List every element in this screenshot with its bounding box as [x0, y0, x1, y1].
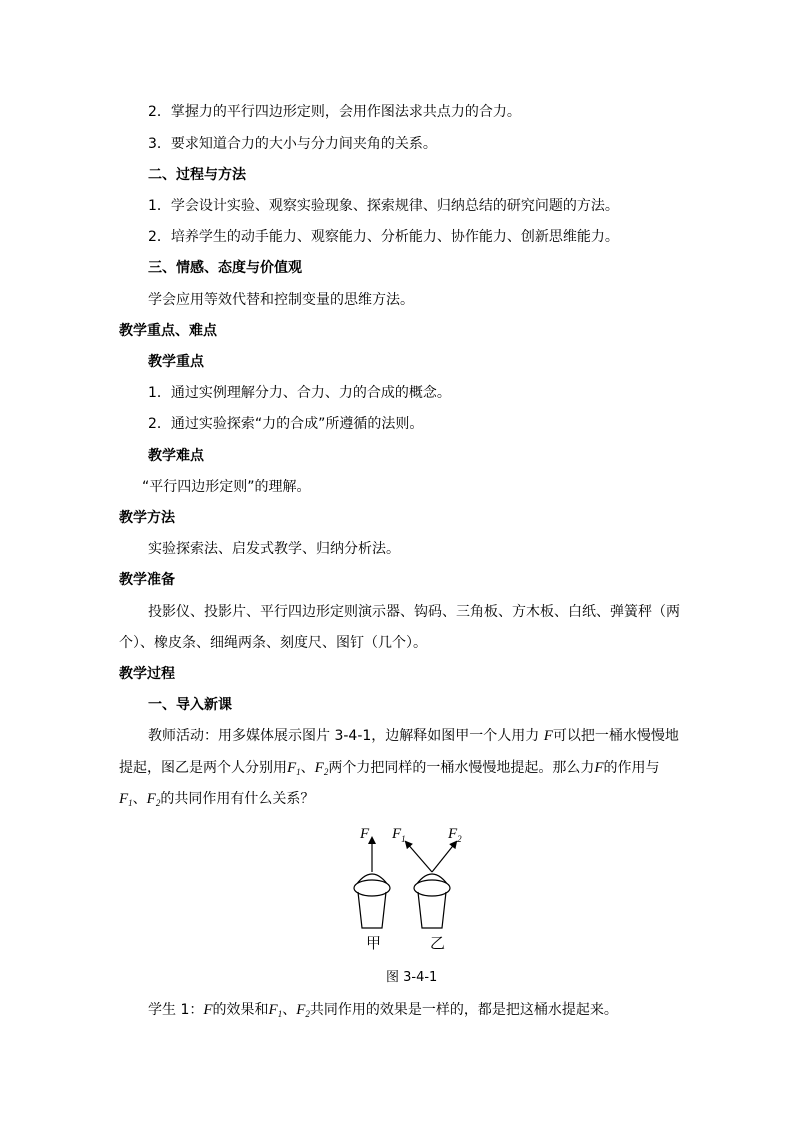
figure-caption: 图 3-4-1 [386, 970, 438, 985]
student-answer [148, 1000, 618, 1020]
focus-item-2: 2．通过实验探索“力的合成”所遵循的法则。 [148, 416, 424, 432]
force-F1: $F_1$ [119, 791, 133, 808]
label-F2: $F_2$ [448, 826, 462, 844]
emotion-heading: 三、情感、态度与价值观 [148, 260, 302, 276]
teacher-text: 提起，图乙是两个人分别用 [119, 760, 287, 776]
focus-item-1: 1．通过实例理解分力、合力、力的合成的概念。 [148, 385, 451, 401]
force-F2: $F_2$ [314, 760, 329, 777]
label-F: F [360, 826, 370, 842]
force-F1: $F_1$ [268, 1002, 283, 1019]
teacher-text: 的共同作用有什么关系？ [160, 791, 315, 807]
teacher-text: 、 [300, 760, 315, 776]
goal-item-3: 3．要求知道合力的大小与分力间夹角的关系。 [148, 136, 437, 152]
force-F1: $F_1$ [287, 760, 301, 777]
teacher-text: 的作用与 [603, 760, 660, 776]
key-points-heading: 教学重点、难点 [119, 323, 217, 339]
teacher-text: 可以把一桶水慢慢地 [552, 728, 679, 744]
focus-heading: 教学重点 [148, 354, 204, 370]
intro-heading: 一、导入新课 [148, 697, 232, 713]
label-F1: $F_1$ [392, 826, 406, 844]
process-method-item-1: 1．学会设计实验、观察实验现象、探索规律、归纳总结的研究问题的方法。 [148, 198, 619, 214]
student-text: 共同作用的效果是一样的，都是把这桶水提起来。 [309, 1002, 618, 1018]
student-text: 的效果和 [212, 1002, 269, 1018]
process-method-item-2: 2．培养学生的动手能力、观察能力、分析能力、协作能力、创新思维能力。 [148, 229, 619, 245]
preparation-line-1: 投影仪、投影片、平行四边形定则演示器、钩码、三角板、方木板、白纸、弹簧秤（两 [148, 604, 680, 620]
teacher-text: 两个力把同样的一桶水慢慢地提起。那么力 [328, 760, 595, 776]
force-F: F [594, 760, 604, 776]
teacher-paragraph-line-2 [119, 758, 660, 778]
bucket-jia [354, 838, 390, 928]
force-F2: $F_2$ [296, 1002, 310, 1019]
bucket-yi [406, 842, 456, 928]
process-heading: 教学过程 [119, 666, 175, 682]
force-F2: $F_2$ [146, 791, 161, 808]
bucket-figure [352, 820, 472, 960]
student-text: 学生 1： [148, 1002, 204, 1018]
difficulty-text: “平行四边形定则”的理解。 [142, 479, 311, 495]
emotion-text: 学会应用等效代替和控制变量的思维方法。 [148, 292, 414, 308]
process-method-heading: 二、过程与方法 [148, 167, 246, 183]
goal-item-2: 2．掌握力的平行四边形定则，会用作图法求共点力的合力。 [148, 104, 521, 120]
teacher-paragraph-line-1 [148, 726, 679, 746]
label-yi: 乙 [430, 934, 446, 952]
teacher-paragraph-line-3 [119, 789, 314, 809]
student-text: 、 [282, 1002, 297, 1018]
methods-text: 实验探索法、启发式教学、归纳分析法。 [148, 541, 400, 557]
teacher-text: 教师活动：用多媒体展示图片 3-4-1，边解释如图甲一个人用力 [148, 728, 544, 744]
teacher-text: 、 [132, 791, 147, 807]
force-F: F [543, 728, 553, 744]
preparation-line-2: 个）、橡皮条、细绳两条、刻度尺、图钉（几个）。 [119, 635, 427, 651]
arrow-F1 [406, 842, 432, 872]
force-F: F [203, 1002, 213, 1018]
label-jia: 甲 [366, 934, 382, 952]
arrow-F2 [432, 842, 456, 872]
preparation-heading: 教学准备 [119, 572, 175, 588]
difficulty-heading: 教学难点 [148, 448, 204, 464]
methods-heading: 教学方法 [119, 510, 175, 526]
